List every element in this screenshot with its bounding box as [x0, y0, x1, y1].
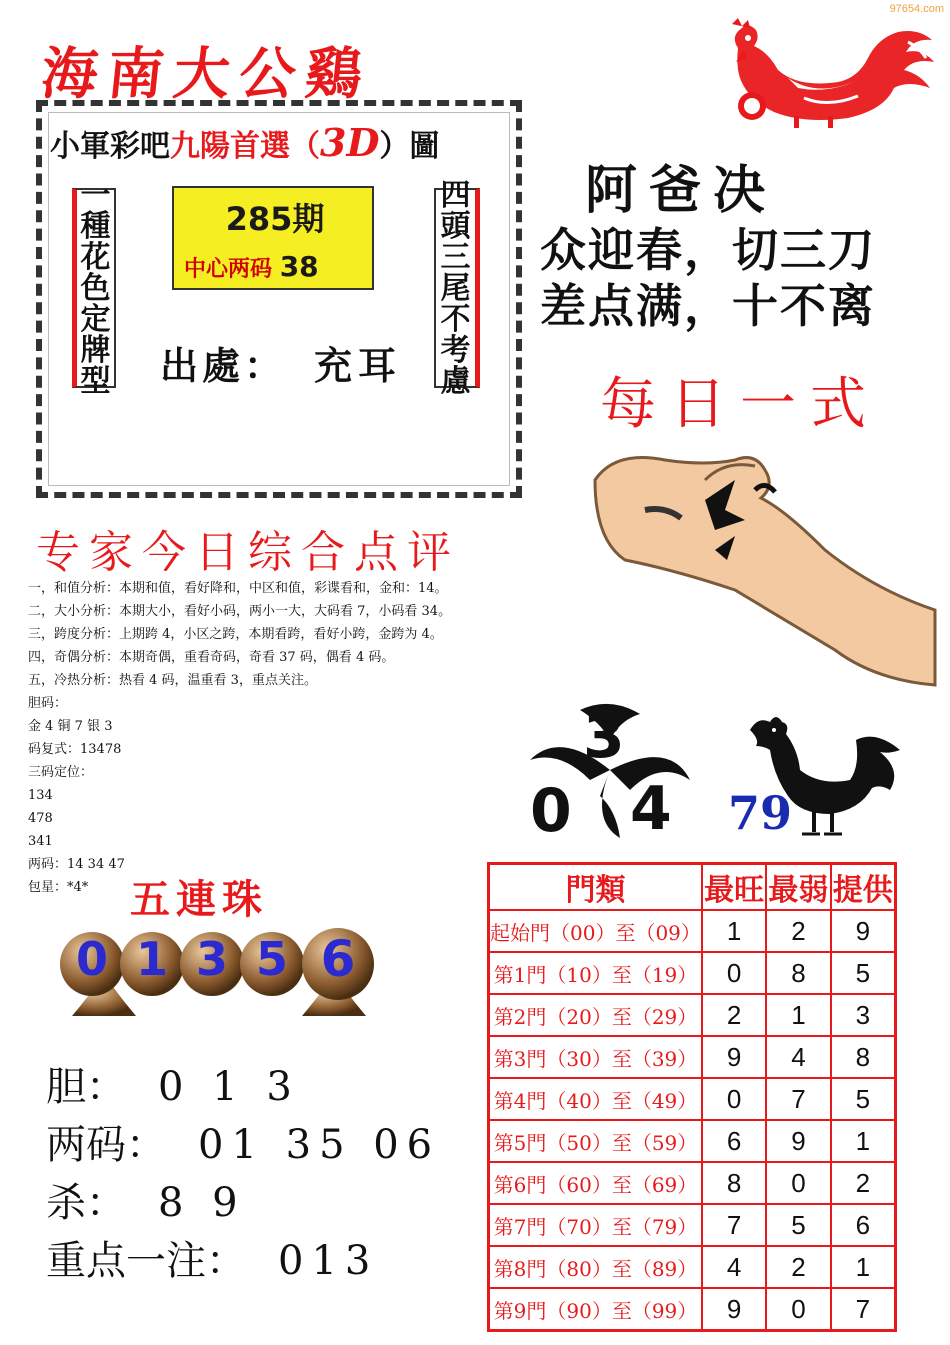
table-cell: 5: [831, 952, 896, 994]
table-cell: 8: [831, 1036, 896, 1078]
gate-label: 第8門（80）至（89）: [489, 1246, 702, 1288]
table-cell: 1: [702, 910, 766, 952]
table-cell: 5: [766, 1204, 830, 1246]
frame-heading: [50, 120, 439, 165]
vertical-char: 定: [80, 301, 111, 337]
table-cell: 9: [702, 1288, 766, 1331]
table-cell: 3: [831, 994, 896, 1036]
analysis-line: 341: [28, 834, 53, 849]
vertical-char: 不: [440, 301, 471, 337]
summary-line: [46, 1058, 440, 1116]
bead-digit: 0: [75, 932, 108, 986]
analysis-line: 码复式：13478: [28, 742, 122, 757]
vertical-char: 一: [80, 177, 111, 213]
summary-list: [46, 1058, 440, 1290]
table-cell: 2: [831, 1162, 896, 1204]
issue-box: [172, 186, 374, 290]
summary-label: 杀：: [46, 1180, 126, 1226]
table-cell: 8: [766, 952, 830, 994]
source-line: [160, 335, 402, 390]
table-row: [489, 1288, 896, 1331]
table-cell: 0: [766, 1162, 830, 1204]
symbol-digit-top: 3: [583, 702, 625, 772]
left-vertical-label: [72, 177, 116, 399]
table-row: [489, 1078, 896, 1120]
table-row: [489, 994, 896, 1036]
gate-label: 起始門（00）至（09）: [489, 910, 702, 952]
vertical-char: 色: [80, 270, 111, 306]
gate-label: 第9門（90）至（99）: [489, 1288, 702, 1331]
gate-label: 第3門（30）至（39）: [489, 1036, 702, 1078]
verse-line-2: 差点满，十不离: [540, 279, 876, 333]
table-cell: 6: [831, 1204, 896, 1246]
symbol-extra-number: 79: [728, 786, 793, 840]
table-cell: 4: [766, 1036, 830, 1078]
center-code-label: 中心两码: [184, 257, 273, 282]
analysis-line: 一，和值分析：本期和值，看好降和，中区和值，彩谍看和，金和：14。: [28, 581, 448, 596]
table-cell: 0: [702, 952, 766, 994]
table-cell: 2: [766, 910, 830, 952]
table-cell: 1: [766, 994, 830, 1036]
symbol-digit-left: 0: [530, 776, 572, 846]
daily-heading: 每日一式: [600, 372, 880, 437]
site-mark: 97654.com: [889, 3, 944, 15]
vertical-char: 三: [440, 239, 471, 275]
verse-title: 阿爸决: [585, 160, 778, 221]
summary-value: 8 9: [158, 1180, 246, 1226]
summary-value: 0 1 3: [158, 1064, 300, 1110]
analysis-line: 包星：*4*: [28, 880, 89, 895]
summary-line: [46, 1116, 440, 1174]
table-cell: 1: [831, 1120, 896, 1162]
vertical-char: 花: [80, 239, 111, 275]
heading-part-2: 九陽首選（: [170, 129, 320, 164]
bead-digit: 1: [135, 932, 168, 986]
analysis-line: 金 4 铜 7 银 3: [28, 719, 113, 734]
gate-label: 第1門（10）至（19）: [489, 952, 702, 994]
analysis-line: 四，奇偶分析：本期奇偶，重看奇码，奇看 37 码，偶看 4 码。: [28, 650, 395, 665]
rooster-papercut-icon: [708, 18, 938, 130]
hand-gesture-icon: [585, 440, 945, 690]
table-cell: 6: [702, 1120, 766, 1162]
vertical-char: 牌: [80, 332, 111, 368]
summary-label: 两码：: [46, 1122, 166, 1168]
issue-number: 285期: [225, 200, 325, 238]
analysis-line: 三码定位：: [28, 765, 94, 780]
vertical-char: 四: [440, 177, 471, 213]
table-cell: 4: [702, 1246, 766, 1288]
gate-label: 第6門（60）至（69）: [489, 1162, 702, 1204]
analysis-line: 胆码：: [28, 696, 68, 711]
table-cell: 7: [766, 1078, 830, 1120]
bead-digit: 3: [195, 932, 228, 986]
analysis-line: 二，大小分析：本期大小，看好小码，两小一大，大码看 7，小码看 34。: [28, 604, 452, 619]
gates-table: [487, 862, 897, 1332]
table-row: [489, 1036, 896, 1078]
right-vertical-label: [434, 177, 480, 399]
summary-label: 胆：: [46, 1064, 126, 1110]
vertical-char: 考: [440, 332, 471, 368]
center-code: [184, 250, 319, 283]
vertical-char: 型: [80, 363, 111, 399]
summary-value: 01 35 06: [198, 1122, 441, 1168]
table-cell: 1: [831, 1246, 896, 1288]
table-cell: 5: [831, 1078, 896, 1120]
vertical-char: 尾: [440, 270, 471, 306]
table-cell: 2: [702, 994, 766, 1036]
five-beads: [52, 922, 392, 1022]
verse-line-1: 众迎春，切三刀: [540, 223, 876, 277]
table-row: [489, 1246, 896, 1288]
summary-line: [46, 1174, 440, 1232]
analysis-line: 两码：14 34 47: [28, 857, 125, 872]
gate-label: 第4門（40）至（49）: [489, 1078, 702, 1120]
gate-label: 第5門（50）至（59）: [489, 1120, 702, 1162]
center-code-value: 38: [279, 250, 319, 283]
table-cell: 9: [702, 1036, 766, 1078]
heading-part-4: ）圖: [379, 129, 440, 164]
table-cell: 9: [831, 910, 896, 952]
table-cell: 0: [702, 1078, 766, 1120]
table-cell: 8: [702, 1162, 766, 1204]
table-cell: 7: [702, 1204, 766, 1246]
table-row: [489, 1204, 896, 1246]
heading-part-3: 3D: [320, 120, 380, 165]
summary-value: 013: [278, 1238, 379, 1284]
rooster-silhouette-icon: [740, 710, 910, 840]
source-value: 充耳: [314, 343, 403, 388]
col-header: 門類: [489, 864, 702, 911]
symbol-digit-right: 4: [630, 774, 672, 844]
expert-review-title: 专家今日综合点评: [36, 527, 460, 578]
table-cell: 0: [766, 1288, 830, 1331]
analysis-line: 三，跨度分析：上期跨 4，小区之跨，本期看跨，看好小跨，金跨为 4。: [28, 627, 443, 642]
col-header: 最旺: [702, 864, 766, 911]
analysis-line: 134: [28, 788, 53, 803]
five-beads-title: 五連珠: [130, 876, 268, 923]
col-header: 提供: [831, 864, 896, 911]
analysis-list: [28, 577, 451, 899]
table-row: [489, 1162, 896, 1204]
page-title: 海南大公鷄: [38, 41, 376, 107]
analysis-line: 五，冷热分析：热看 4 码，温重看 3，重点关注。: [28, 673, 317, 688]
vertical-char: 種: [80, 208, 111, 244]
table-cell: 7: [831, 1288, 896, 1331]
table-cell: 2: [766, 1246, 830, 1288]
heading-part-1: 小軍彩吧: [50, 129, 170, 164]
table-row: [489, 910, 896, 952]
summary-label: 重点一注：: [46, 1238, 246, 1284]
analysis-line: 478: [28, 811, 53, 826]
col-header: 最弱: [766, 864, 830, 911]
table-cell: 9: [766, 1120, 830, 1162]
summary-line: [46, 1232, 440, 1290]
bead-digit: 5: [255, 932, 288, 986]
gate-label: 第2門（20）至（29）: [489, 994, 702, 1036]
table-header-row: [489, 864, 896, 911]
vertical-char: 頭: [440, 208, 471, 244]
vertical-char: 慮: [440, 363, 471, 399]
bead-digit: 6: [320, 930, 356, 988]
table-row: [489, 952, 896, 994]
source-label: 出處：: [160, 343, 287, 388]
table-row: [489, 1120, 896, 1162]
gate-label: 第7門（70）至（79）: [489, 1204, 702, 1246]
